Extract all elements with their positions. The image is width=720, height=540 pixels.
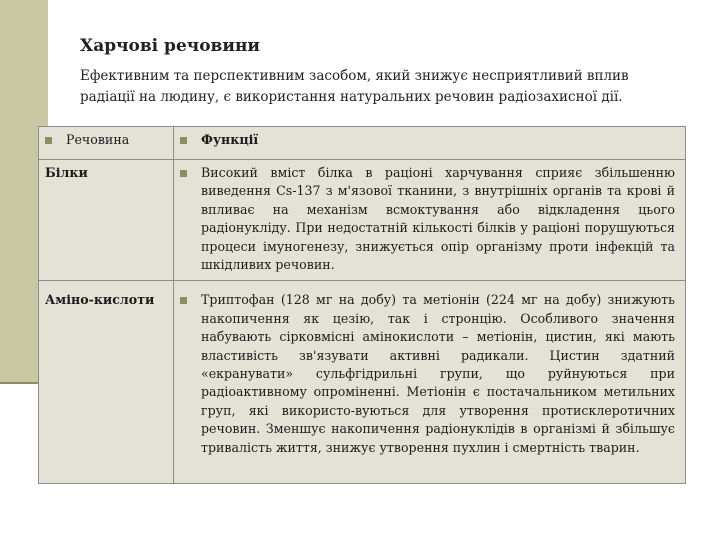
function-text: Триптофан (128 мг на добу) та метіонін (224 мг на добу) знижують накопичення як цезію, так і стронцію. Особливого значення набувають сірковмісні амінокислоти – метіонін, цистин, які мають властивість зв'язувати активні радикали. Цистин здатний «екранувати» сульфгідрильні групи, що руйнуються при радіоактивному опроміненні. Метіонін є постачальником метильних груп, які використо-вуються для утворення протисклеротичних речовин. Зменшує накопичення радіонуклідів в організмі й збільшує тривалість життя, знижує утворення пухлин і смертність тварин. <box>201 292 675 455</box>
function-cell <box>174 160 686 281</box>
substance-name: Білки <box>45 165 88 180</box>
substance-cell <box>39 281 174 484</box>
substance-name: Аміно-кислоти <box>45 292 155 308</box>
square-bullet-icon <box>45 137 52 144</box>
header-substance-label: Речовина <box>66 132 130 147</box>
function-text: Високий вміст білка в раціоні харчування сприяє збільшенню виведення Cs-137 з м'язової тканини, з внутрішніх органів та крові й впливає на механізм всмоктування або відкладення цього радіонукліду. При недостатній кількості білків у раціоні порушуються процеси імуногенезу, знижується опір організму проти інфекцій та шкідливих речовин. <box>201 165 675 273</box>
substance-cell <box>39 160 174 281</box>
header-cell-substance <box>39 127 174 160</box>
square-bullet-icon <box>180 297 187 304</box>
intro-paragraph: Ефективним та перспективним засобом, який знижує несприятливий вплив радіації на людину, є використання натуральних речовин радіозахисної дії. <box>80 68 629 105</box>
header-function-label: Функції <box>201 132 259 147</box>
table-row <box>39 281 686 484</box>
square-bullet-icon <box>180 170 187 177</box>
square-bullet-icon <box>180 137 187 144</box>
slide-title: Харчові речовини <box>80 36 261 56</box>
table-header-row <box>39 127 686 160</box>
function-cell <box>174 281 686 484</box>
header-cell-function <box>174 127 686 160</box>
substances-table <box>38 126 686 484</box>
table-row <box>39 160 686 281</box>
